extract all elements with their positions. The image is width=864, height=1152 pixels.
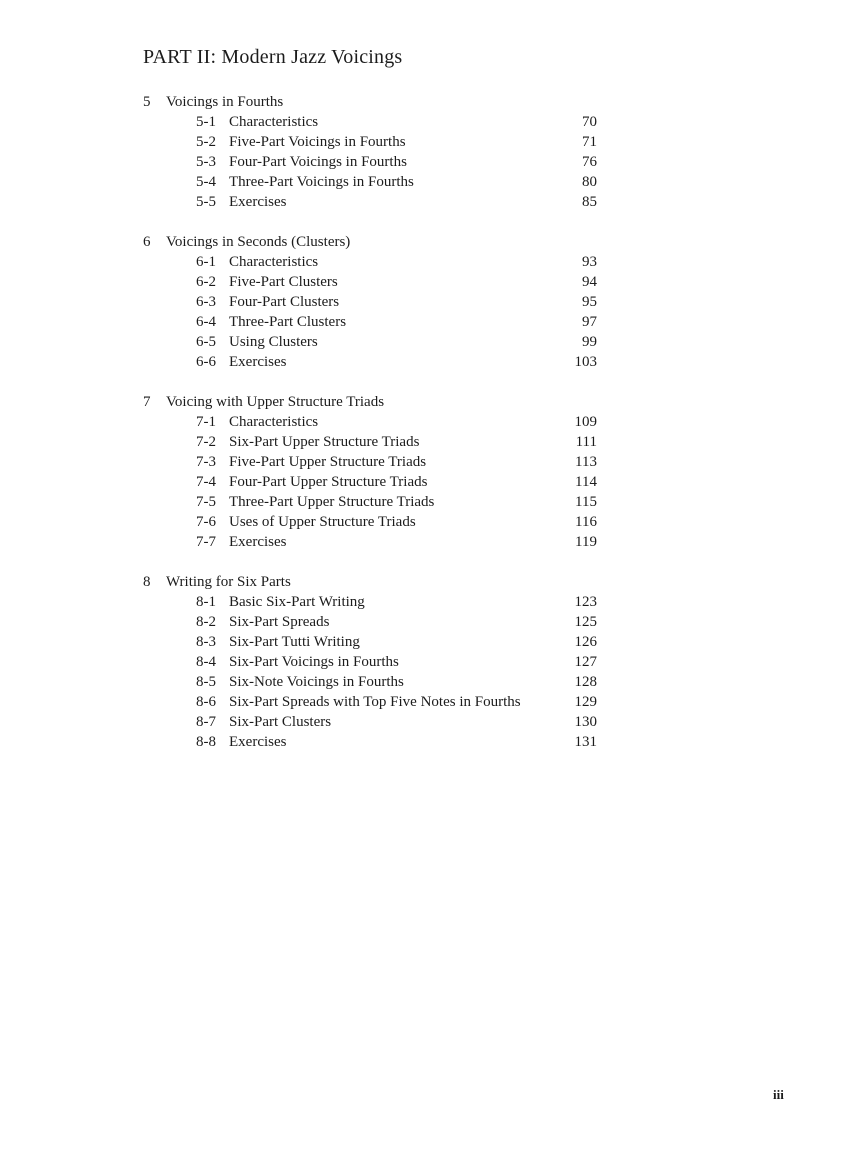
section-number: 5-5 — [196, 194, 216, 210]
section-page-number: 103 — [574, 354, 597, 370]
toc-entry — [143, 652, 597, 672]
section-page-number: 99 — [582, 334, 597, 350]
toc-list — [143, 92, 597, 752]
toc-entry — [143, 612, 597, 632]
section-title: Three-Part Voicings in Fourths — [229, 174, 414, 190]
toc-entry — [143, 152, 597, 172]
footer-page-number: iii — [773, 1087, 784, 1102]
section-title: Four-Part Clusters — [229, 294, 340, 310]
section-number: 8-6 — [196, 694, 216, 710]
chapter-sections — [143, 252, 597, 372]
toc-entry — [143, 132, 597, 152]
chapter-heading — [143, 92, 597, 112]
section-number: 8-7 — [196, 714, 216, 730]
section-title: Six-Part Spreads with Top Five Notes in Fourths — [229, 694, 521, 710]
toc-chapter — [143, 392, 597, 552]
chapter-sections — [143, 592, 597, 752]
section-title: Exercises — [229, 354, 287, 370]
section-page-number: 123 — [574, 594, 597, 610]
section-title: Six-Part Tutti Writing — [229, 634, 360, 650]
section-number: 8-8 — [196, 734, 216, 750]
toc-entry — [143, 732, 597, 752]
section-title: Exercises — [229, 734, 287, 750]
section-title: Six-Part Upper Structure Triads — [229, 434, 420, 450]
section-number: 7-5 — [196, 494, 216, 510]
section-number: 7-2 — [196, 434, 216, 450]
section-number: 5-2 — [196, 134, 216, 150]
section-number: 7-1 — [196, 414, 216, 430]
section-number: 8-1 — [196, 594, 216, 610]
toc-entry — [143, 332, 597, 352]
section-page-number: 119 — [575, 534, 597, 550]
section-title: Characteristics — [229, 254, 319, 270]
toc-entry — [143, 312, 597, 332]
chapter-heading — [143, 392, 597, 412]
section-title: Basic Six-Part Writing — [229, 594, 365, 610]
section-number: 6-3 — [196, 294, 216, 310]
toc-entry — [143, 592, 597, 612]
section-title: Five-Part Clusters — [229, 274, 338, 290]
section-number: 8-2 — [196, 614, 216, 630]
chapter-heading — [143, 572, 597, 592]
section-number: 8-3 — [196, 634, 216, 650]
section-title: Characteristics — [229, 414, 319, 430]
section-page-number: 70 — [582, 114, 597, 130]
section-title: Four-Part Upper Structure Triads — [229, 474, 428, 490]
section-title: Five-Part Upper Structure Triads — [229, 454, 427, 470]
chapter-sections — [143, 412, 597, 552]
section-page-number: 115 — [575, 494, 597, 510]
section-number: 8-4 — [196, 654, 216, 670]
section-title: Four-Part Voicings in Fourths — [229, 154, 407, 170]
toc-chapter — [143, 232, 597, 372]
section-title: Using Clusters — [229, 334, 318, 350]
section-number: 7-7 — [196, 534, 216, 550]
section-page-number: 116 — [575, 514, 597, 530]
section-page-number: 126 — [574, 634, 597, 650]
section-title: Exercises — [229, 194, 287, 210]
section-title: Six-Part Voicings in Fourths — [229, 654, 399, 670]
section-page-number: 125 — [574, 614, 597, 630]
chapter-number: 5 — [143, 94, 151, 110]
section-page-number: 71 — [582, 134, 597, 150]
chapter-heading — [143, 232, 597, 252]
section-title: Three-Part Clusters — [229, 314, 347, 330]
toc-entry — [143, 512, 597, 532]
toc-chapter — [143, 572, 597, 752]
section-number: 5-4 — [196, 174, 216, 190]
toc-entry — [143, 532, 597, 552]
section-page-number: 128 — [574, 674, 597, 690]
toc-entry — [143, 452, 597, 472]
section-page-number: 111 — [575, 434, 597, 450]
toc-entry — [143, 432, 597, 452]
section-page-number: 113 — [575, 454, 597, 470]
section-page-number: 130 — [574, 714, 597, 730]
section-number: 8-5 — [196, 674, 216, 690]
section-number: 6-1 — [196, 254, 216, 270]
toc-entry — [143, 412, 597, 432]
section-title: Exercises — [229, 534, 287, 550]
chapter-number: 7 — [143, 394, 151, 410]
section-page-number: 94 — [582, 274, 597, 290]
section-title: Uses of Upper Structure Triads — [229, 514, 416, 530]
part-title: PART II: Modern Jazz Voicings — [143, 46, 403, 68]
chapter-title: Voicing with Upper Structure Triads — [166, 394, 385, 410]
section-number: 5-3 — [196, 154, 216, 170]
section-title: Five-Part Voicings in Fourths — [229, 134, 406, 150]
section-number: 6-5 — [196, 334, 216, 350]
toc-entry — [143, 252, 597, 272]
chapter-title: Writing for Six Parts — [166, 574, 291, 590]
section-page-number: 97 — [582, 314, 597, 330]
section-number: 7-6 — [196, 514, 216, 530]
chapter-title: Voicings in Seconds (Clusters) — [166, 234, 351, 250]
section-title: Three-Part Upper Structure Triads — [229, 494, 435, 510]
section-page-number: 85 — [582, 194, 597, 210]
section-page-number: 129 — [574, 694, 597, 710]
section-number: 6-2 — [196, 274, 216, 290]
section-title: Six-Part Clusters — [229, 714, 332, 730]
chapter-number: 8 — [143, 574, 151, 590]
toc-entry — [143, 272, 597, 292]
chapter-sections — [143, 112, 597, 212]
section-title: Six-Part Spreads — [229, 614, 330, 630]
section-page-number: 93 — [582, 254, 597, 270]
toc-entry — [143, 472, 597, 492]
toc-entry — [143, 112, 597, 132]
section-number: 6-4 — [196, 314, 216, 330]
table-of-contents — [143, 44, 597, 752]
toc-entry — [143, 192, 597, 212]
section-page-number: 131 — [574, 734, 597, 750]
section-number: 5-1 — [196, 114, 216, 130]
toc-entry — [143, 292, 597, 312]
toc-entry — [143, 632, 597, 652]
section-number: 6-6 — [196, 354, 216, 370]
section-page-number: 127 — [574, 654, 597, 670]
chapter-title: Voicings in Fourths — [166, 94, 284, 110]
toc-entry — [143, 172, 597, 192]
section-page-number: 76 — [582, 154, 597, 170]
toc-chapter — [143, 92, 597, 212]
section-page-number: 109 — [574, 414, 597, 430]
section-page-number: 95 — [582, 294, 597, 310]
toc-entry — [143, 352, 597, 372]
section-number: 7-3 — [196, 454, 216, 470]
section-title: Six-Note Voicings in Fourths — [229, 674, 404, 690]
toc-entry — [143, 492, 597, 512]
section-page-number: 114 — [575, 474, 597, 490]
section-title: Characteristics — [229, 114, 319, 130]
toc-entry — [143, 712, 597, 732]
toc-entry — [143, 672, 597, 692]
toc-entry — [143, 692, 597, 712]
section-page-number: 80 — [582, 174, 597, 190]
section-number: 7-4 — [196, 474, 216, 490]
chapter-number: 6 — [143, 234, 151, 250]
